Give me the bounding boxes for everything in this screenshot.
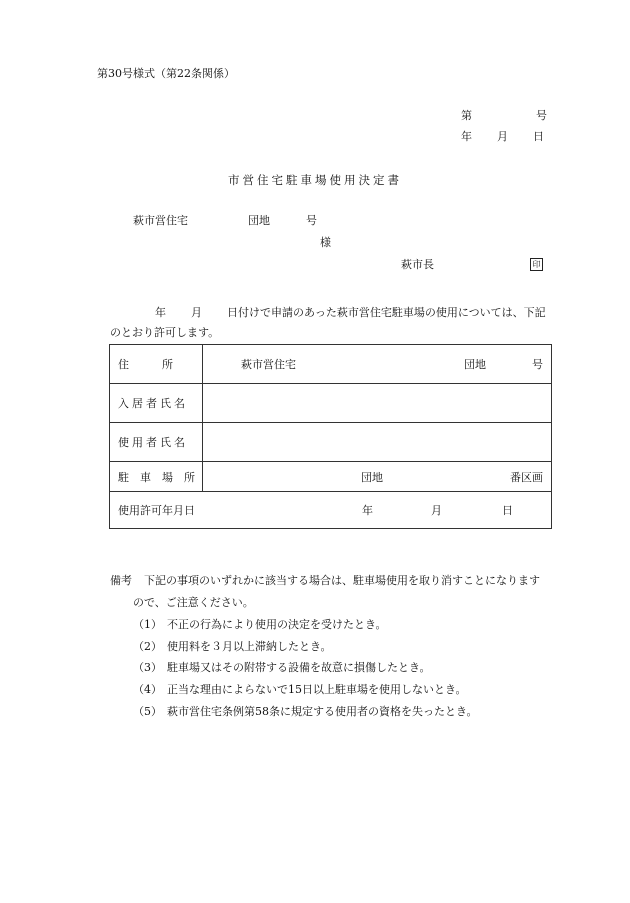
note-item-num: （3） [133, 661, 162, 674]
value-address [203, 345, 552, 384]
note-item-text: 萩市営住宅条例第58条に規定する使用者の資格を失ったとき。 [167, 705, 478, 718]
note-item-num: （4） [133, 683, 162, 696]
body-year: 年 [155, 306, 166, 319]
permit-date-cell [110, 492, 552, 529]
notes-line-1 [110, 575, 540, 586]
table-row-user [110, 423, 552, 462]
notes-line-2: ので、ご注意ください。 [133, 596, 254, 609]
table-row-resident [110, 384, 552, 423]
addressee-sama: 様 [320, 236, 331, 249]
note-item-num: （5） [133, 705, 162, 718]
addressee-go: 号 [306, 214, 317, 227]
table-row-permit-date [110, 492, 552, 529]
value-resident-name[interactable] [203, 384, 552, 423]
issuer-mayor: 萩市長 [401, 258, 434, 271]
body-line-2: のとおり許可します。 [110, 326, 220, 339]
label-address: 住 所 [110, 345, 203, 384]
note-item-num: （1） [133, 618, 162, 631]
address-danchi-go: 団地 号 [464, 358, 543, 371]
note-item-text: 不正の行為により使用の決定を受けたとき。 [167, 618, 387, 631]
value-user-name[interactable] [203, 423, 552, 462]
body-line1-rest: 日付けで申請のあった萩市営住宅駐車場の使用については、下記 [227, 306, 546, 319]
address-housing: 萩市営住宅 [241, 358, 296, 371]
form-number: 第30号様式（第22条関係） [97, 67, 235, 80]
note-item [133, 641, 332, 652]
issue-month: 月 [497, 130, 508, 143]
note-item-num: （2） [133, 640, 162, 653]
note-item-text: 正当な理由によらないで15日以上駐車場を使用しないとき。 [167, 683, 467, 696]
label-permit-date: 使用許可年月日 [118, 504, 195, 517]
parking-danchi: 団地 [361, 470, 383, 484]
issue-date [461, 131, 544, 142]
label-resident-name: 入居者氏名 [110, 384, 203, 423]
value-parking-place [203, 462, 552, 492]
document-title: 市営住宅駐車場使用決定書 [228, 173, 402, 187]
addressee-danchi: 団地 [248, 214, 270, 227]
note-item [133, 706, 478, 717]
issue-year: 年 [461, 130, 472, 143]
parking-section: 番区画 [510, 470, 543, 484]
body-line-1 [155, 307, 546, 318]
note-item-text: 使用料を３月以上滞納したとき。 [167, 640, 332, 653]
note-item [133, 662, 431, 673]
seal-stamp: 印 [530, 258, 543, 271]
doc-no-suffix: 号 [536, 109, 547, 122]
label-user-name: 使用者氏名 [110, 423, 203, 462]
doc-no-label: 第 [461, 109, 472, 122]
notes-text-1: 下記の事項のいずれかに該当する場合は、駐車場使用を取り消すことになります [144, 574, 540, 587]
note-item [133, 619, 387, 630]
label-parking-place: 駐 車 場 所 [110, 462, 203, 492]
document-number [461, 110, 547, 121]
permit-year: 年 [362, 504, 373, 517]
addressee-address [133, 215, 317, 226]
note-item [133, 684, 467, 695]
table-row-parking [110, 462, 552, 492]
addressee-housing: 萩市営住宅 [133, 214, 188, 227]
permit-month: 月 [431, 504, 442, 517]
table-row-address [110, 345, 552, 384]
issue-day: 日 [533, 130, 544, 143]
note-item-text: 駐車場又はその附帯する設備を故意に損傷したとき。 [167, 661, 431, 674]
permit-table [109, 344, 552, 529]
body-month: 月 [191, 306, 202, 319]
notes-heading: 備考 [110, 574, 132, 587]
permit-day: 日 [502, 504, 513, 517]
